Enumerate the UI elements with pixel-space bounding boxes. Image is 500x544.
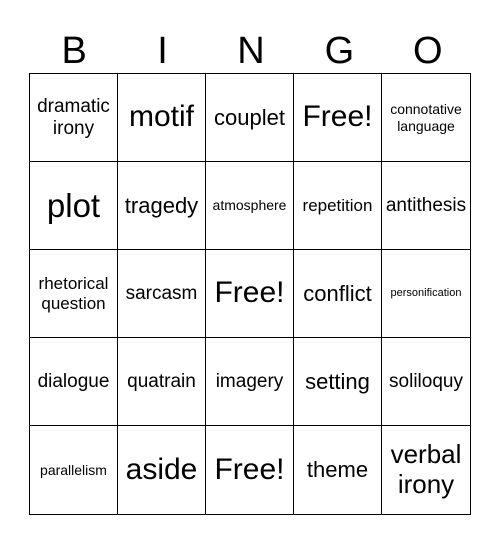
bingo-cell[interactable]: antithesis bbox=[382, 162, 470, 250]
bingo-cell[interactable]: personification bbox=[382, 250, 470, 338]
header-letter-b: B bbox=[61, 30, 87, 72]
bingo-cell[interactable]: setting bbox=[294, 338, 382, 426]
bingo-cell[interactable]: tragedy bbox=[118, 162, 206, 250]
bingo-header bbox=[30, 28, 472, 74]
bingo-cell[interactable]: motif bbox=[118, 74, 206, 162]
bingo-cell[interactable]: Free! bbox=[294, 74, 382, 162]
bingo-cell[interactable]: plot bbox=[30, 162, 118, 250]
bingo-cell[interactable]: atmosphere bbox=[206, 162, 294, 250]
bingo-cell[interactable]: Free! bbox=[206, 426, 294, 514]
bingo-cell[interactable]: parallelism bbox=[30, 426, 118, 514]
bingo-cell[interactable]: dramatic irony bbox=[30, 74, 118, 162]
bingo-cell[interactable]: imagery bbox=[206, 338, 294, 426]
header-letter-i: I bbox=[157, 30, 168, 72]
bingo-cell[interactable]: sarcasm bbox=[118, 250, 206, 338]
bingo-cell[interactable]: theme bbox=[294, 426, 382, 514]
bingo-cell[interactable]: repetition bbox=[294, 162, 382, 250]
bingo-cell[interactable]: couplet bbox=[206, 74, 294, 162]
bingo-cell[interactable]: dialogue bbox=[30, 338, 118, 426]
bingo-cell[interactable]: quatrain bbox=[118, 338, 206, 426]
bingo-cell[interactable]: Free! bbox=[206, 250, 294, 338]
header-letter-g: G bbox=[324, 30, 355, 72]
header-letter-o: O bbox=[412, 30, 443, 72]
bingo-cell[interactable]: aside bbox=[118, 426, 206, 514]
header-letter-n: N bbox=[237, 30, 265, 72]
bingo-board bbox=[29, 73, 471, 515]
bingo-cell[interactable]: soliloquy bbox=[382, 338, 470, 426]
bingo-cell[interactable]: rhetorical question bbox=[30, 250, 118, 338]
bingo-cell[interactable]: conflict bbox=[294, 250, 382, 338]
bingo-cell[interactable]: verbal irony bbox=[390, 439, 462, 499]
bingo-cell[interactable]: connotative language bbox=[382, 74, 470, 162]
